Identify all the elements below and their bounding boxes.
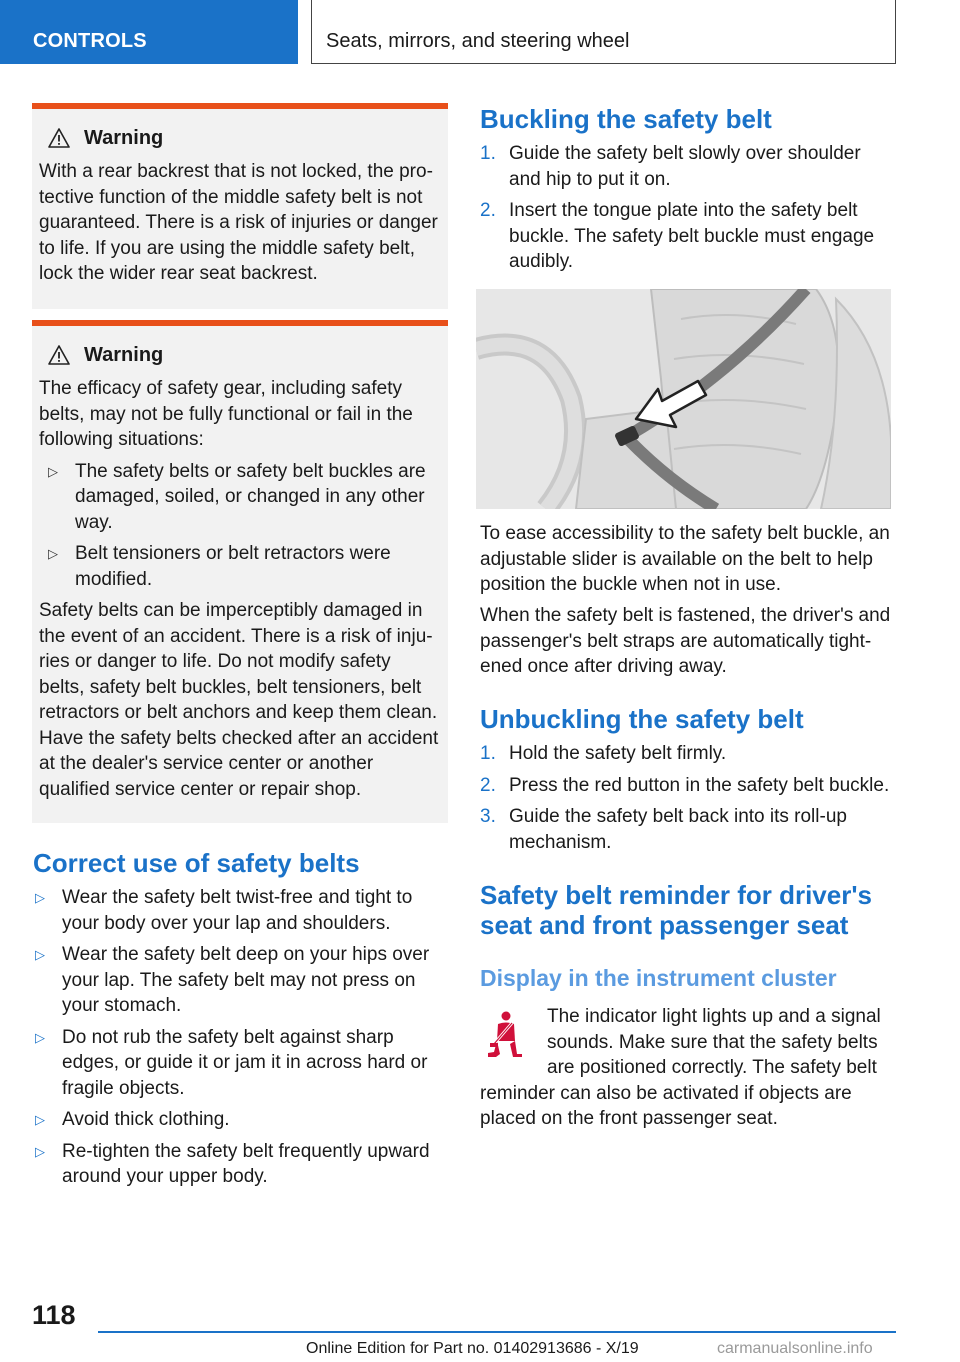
heading-unbuckling: Unbuckling the safety belt (480, 704, 804, 734)
warning-box-safety-gear (32, 320, 448, 823)
warning-header (39, 117, 440, 159)
section-title: CONTROLS (33, 30, 147, 52)
warning-text: With a rear backrest that is not locked, the protective function of the middle safety belt is not guaranteed. There is a risk of injuries or danger to life. If you are using the middle safety belt, lock the wider rear seat backrest. (39, 161, 438, 284)
triangle-bullet-icon: ▷ (48, 546, 58, 561)
triangle-bullet-icon: ▷ (35, 1112, 45, 1127)
step-item: 3. Guide the safety belt back into its roll-up mechanism. (480, 806, 847, 853)
list-item: ▷ Re-tighten the safety belt frequently upward around your upper body. (35, 1140, 430, 1187)
step-item: 1. Guide the safety belt slowly over shoulder and hip to put it on. (480, 143, 861, 190)
triangle-bullet-icon: ▷ (35, 890, 45, 905)
heading-correct-use: Correct use of safety belts (33, 848, 360, 878)
belt-tightening-paragraph: When the safety belt is fastened, the driver's and passenger's belt straps are automatically tightened once after driving away. (480, 605, 891, 677)
triangle-bullet-icon: ▷ (35, 1143, 45, 1159)
header-rule-right (895, 0, 896, 64)
warning-triangle-icon (48, 345, 70, 365)
triangle-bullet-icon: ▷ (48, 463, 58, 479)
watermark: carmanualsonline.info (717, 1340, 873, 1357)
list-item: ▷ Avoid thick clothing. (33, 1107, 443, 1133)
triangle-bullet-icon: ▷ (35, 947, 45, 962)
triangle-bullet-icon: ▷ (35, 1029, 45, 1045)
reminder-paragraph: The indicator light lights up and a signal sounds. Make sure that the safety belts are positioned correctly. The safety belt reminder can also be activated if objects are placed on the front passenger seat. (480, 1006, 881, 1129)
step-item: 2. Press the red button in the safety belt buckle. (480, 774, 890, 796)
list-item: ▷ Belt tensioners or belt retractors were modified. (48, 543, 391, 590)
warning-title: Warning (84, 343, 164, 366)
warning-text: Safety belts can be imperceptibly damaged in the event of an accident. There is a risk of injuries or danger to life. Do not modify safety belts, safety belt buckles, belt tensioners, belt retractors or belt anchors and keep them clean. Have the safety belts checked after an accident at the dealer's service center or another qualified service center or repair shop. (39, 600, 439, 800)
warning-box-rear-backrest (32, 103, 448, 309)
warning-title: Warning (84, 126, 164, 149)
warning-situation-list (39, 459, 440, 593)
edition-note: Online Edition for Part no. 01402913686 - X/19 (306, 1340, 639, 1357)
heading-belt-reminder: Safety belt reminder for driver's seat and front passenger seat (480, 880, 872, 940)
chapter-title: Seats, mirrors, and steering wheel (326, 30, 630, 52)
correct-use-list (33, 885, 443, 1196)
seat-interior-drawing (476, 289, 891, 509)
step-item: 1. Hold the safety belt firmly. (480, 743, 727, 764)
buckle-slider-paragraph: To ease accessibility to the safety belt buckle, an adjustable slider is available on the belt to help position the buckle when not in use. (480, 523, 890, 595)
warning-intro: The efficacy of safety gear, including safety belts, may not be fully functional or fail in the following situations: (39, 378, 413, 450)
warning-header (39, 334, 440, 376)
warning-triangle-icon (48, 128, 70, 148)
step-item: 2. Insert the tongue plate into the safety belt buckle. The safety belt buckle must engage audibly. (480, 200, 875, 272)
footer-rule (98, 1331, 896, 1333)
list-item: ▷ Do not rub the safety belt against sharp edges, or guide it or jam it in across hard or fragile objects. (35, 1026, 428, 1099)
heading-buckling: Buckling the safety belt (480, 104, 772, 134)
subheading-instrument-cluster: Display in the instrument cluster (480, 965, 837, 991)
page-number: 118 (32, 1300, 76, 1330)
unbuckling-steps (480, 741, 894, 861)
icon-spacer (480, 1004, 547, 1080)
section-tab (0, 0, 298, 64)
buckling-steps (480, 141, 892, 281)
list-item: ▷ Wear the safety belt deep on your hips over your lap. The safety belt may not press on your stomach. (35, 944, 430, 1016)
header-divider (311, 0, 312, 64)
seat-belt-buckle-illustration (476, 289, 891, 509)
list-item: ▷ The safety belts or safety belt buckles are damaged, soiled, or changed in any other way. (48, 460, 426, 533)
header-rule (311, 63, 896, 64)
list-item: ▷ Wear the safety belt twist-free and tight to your body over your lap and shoulders. (35, 887, 413, 934)
